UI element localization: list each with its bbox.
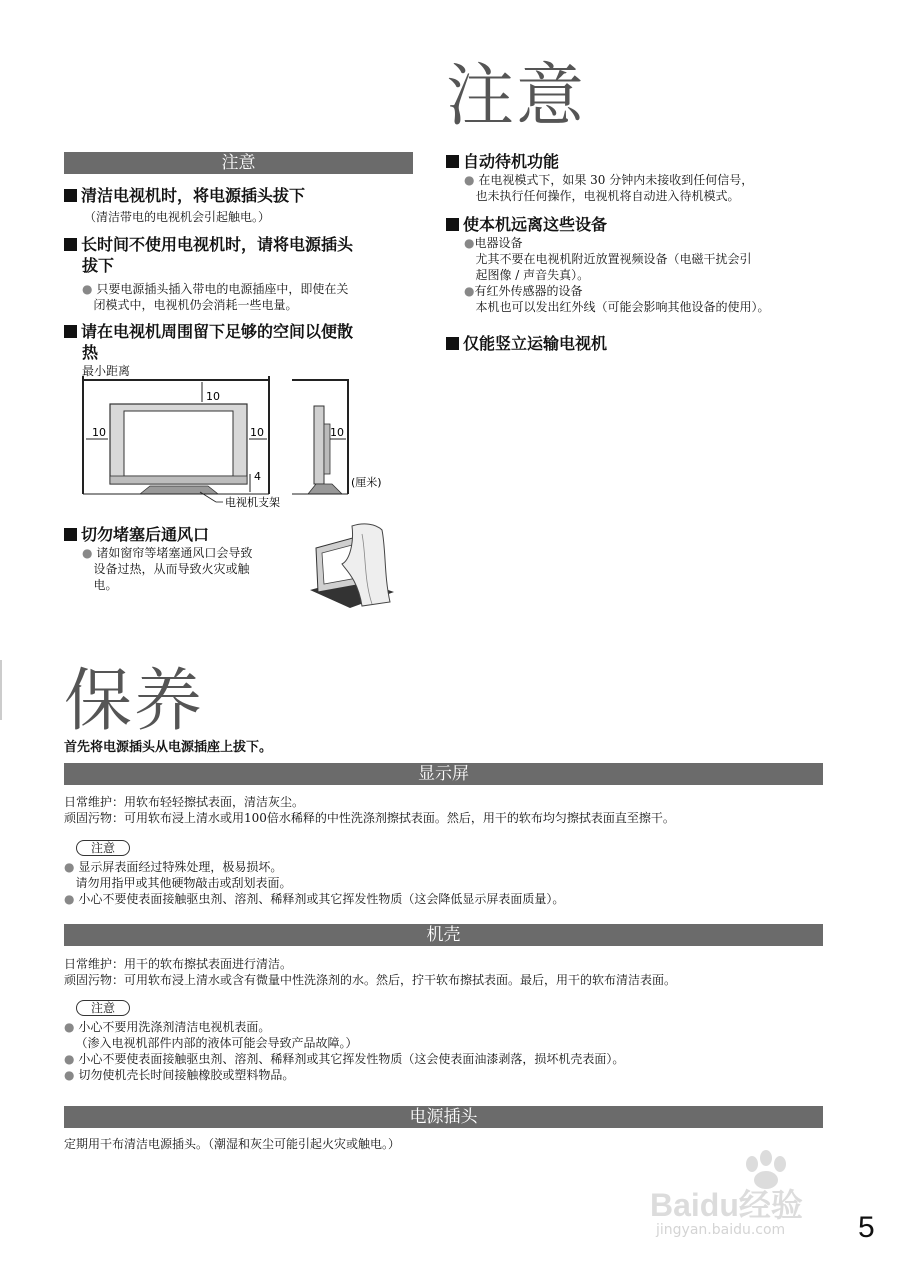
heading-continuation: 热 bbox=[82, 343, 99, 362]
bullet-dot-icon: ● bbox=[82, 282, 93, 296]
care-intro: 首先将电源插头从电源插座上拔下。 bbox=[64, 740, 273, 755]
cabinet-notes: ● 小心不要用洗涤剂清洁电视机表面。 （渗入电视机部件内部的液体可能会导致产品故障。） ● 小心不要使表面接触驱虫剂、溶剂、稀释剂或其它挥发性物质（这会使表面油漆剥落，损坏机壳表面）。 ● 切勿使机壳长时间接触橡胶或塑料物品。 bbox=[64, 1020, 625, 1082]
bullet-dot-icon: ● bbox=[82, 546, 93, 560]
bullet-dot-icon: ● bbox=[464, 173, 475, 187]
unit-label: (厘米) bbox=[351, 476, 382, 489]
section-bar-screen: 显示屏 bbox=[64, 763, 823, 785]
caution-item-auto-standby bbox=[446, 152, 559, 172]
curtain-blocking-vent-illustration bbox=[302, 520, 397, 610]
caution-item-transport-upright bbox=[446, 334, 607, 354]
clearance-right: 10 bbox=[250, 426, 264, 439]
care-title: 保养 bbox=[64, 662, 205, 741]
bullet-text: ● 只要电源插头插入带电的电源插座中，即使在关 闭模式中，电视机仍会消耗一些电量。 bbox=[82, 282, 349, 312]
square-bullet-icon bbox=[64, 189, 77, 202]
square-bullet-icon bbox=[64, 528, 77, 541]
left-edge-mark bbox=[0, 660, 2, 720]
plug-care-text: 定期用干布清洁电源插头。（潮湿和灰尘可能引起火灾或触电。） bbox=[64, 1137, 401, 1151]
bullet-text: ● 诸如窗帘等堵塞通风口会导致 设备过热，从而导致火灾或触 电。 bbox=[82, 546, 253, 592]
section-bar-cabinet: 机壳 bbox=[64, 924, 823, 946]
section-bar-caution: 注意 bbox=[64, 152, 413, 174]
caution-note: （清洁带电的电视机会引起触电。） bbox=[84, 210, 271, 224]
square-bullet-icon bbox=[64, 325, 77, 338]
heading-continuation: 拔下 bbox=[82, 256, 115, 275]
cabinet-note-label: 注意 bbox=[76, 1000, 130, 1016]
heading-text: 切勿堵塞后通风口 bbox=[81, 525, 210, 544]
bullet-dot-icon: ● bbox=[64, 1020, 75, 1034]
heading-text: 仅能竖立运输电视机 bbox=[463, 334, 608, 353]
baidu-watermark bbox=[650, 1150, 860, 1245]
watermark-url: jingyan.baidu.com bbox=[656, 1222, 786, 1238]
bullet-text: ● 在电视模式下，如果 30 分钟内未接收到任何信号， 也未执行任何操作，电视机将自动进入待机模式。 bbox=[464, 173, 754, 203]
clearance-diagram bbox=[80, 376, 400, 511]
clearance-side: 10 bbox=[330, 426, 344, 439]
caution-item-vents bbox=[64, 525, 209, 545]
page-number: 5 bbox=[858, 1211, 875, 1244]
page-title: 注意 bbox=[446, 57, 587, 136]
square-bullet-icon bbox=[64, 238, 77, 251]
section-bar-plug: 电源插头 bbox=[64, 1106, 823, 1128]
diagram-min-distance-label: 最小距离 bbox=[82, 364, 131, 378]
watermark-brand: Baidu经验 bbox=[650, 1187, 803, 1223]
heading-text: 长时间不使用电视机时，请将电源插头 bbox=[81, 235, 354, 254]
bullet-dot-icon: ● bbox=[464, 236, 475, 250]
bullet-dot-icon: ● bbox=[64, 1052, 75, 1066]
cabinet-care-text: 日常维护：用干的软布擦拭表面进行清洁。 顽固污物：可用软布浸上清水或含有微量中性洗涤剂的水。然后，拧干软布擦拭表面。最后，用干的软布清洁表面。 bbox=[64, 957, 677, 987]
stand-label: 电视机支架 bbox=[225, 496, 280, 509]
square-bullet-icon bbox=[446, 337, 459, 350]
heading-text: 请在电视机周围留下足够的空间以便散 bbox=[81, 322, 354, 341]
heading-text: 使本机远离这些设备 bbox=[463, 215, 608, 234]
clearance-left: 10 bbox=[92, 426, 106, 439]
square-bullet-icon bbox=[446, 218, 459, 231]
caution-item-keep-away bbox=[446, 215, 607, 235]
clearance-top: 10 bbox=[206, 390, 220, 403]
heading-text: 清洁电视机时，将电源插头拔下 bbox=[81, 186, 306, 205]
bullet-dot-icon: ● bbox=[464, 284, 475, 298]
screen-notes: ● 显示屏表面经过特殊处理，极易损坏。 请勿用指甲或其他硬物敲击或刮划表面。 ● 小心不要使表面接触驱虫剂、溶剂、稀释剂或其它挥发性物质（这会降低显示屏表面质量）。 bbox=[64, 860, 565, 906]
bullet-dot-icon: ● bbox=[64, 892, 75, 906]
screen-note-label: 注意 bbox=[76, 840, 130, 856]
bullet-text: ●电器设备 尤其不要在电视机附近放置视频设备（电磁干扰会引 起图像 / 声音失真）。 ●有红外传感器的设备 本机也可以发出红外线（可能会影响其他设备的使用）。 bbox=[464, 236, 770, 314]
bullet-dot-icon: ● bbox=[64, 1068, 75, 1082]
caution-item-long-unused bbox=[64, 235, 424, 255]
square-bullet-icon bbox=[446, 155, 459, 168]
clearance-bottom: 4 bbox=[254, 470, 261, 483]
caution-item-unplug-cleaning bbox=[64, 186, 424, 206]
screen-care-text: 日常维护：用软布轻轻擦拭表面，清洁灰尘。 顽固污物：可用软布浸上清水或用100倍水稀释的中性洗涤剂擦拭表面。然后，用干的软布均匀擦拭表面直至擦干。 bbox=[64, 795, 675, 825]
bullet-dot-icon: ● bbox=[64, 860, 75, 874]
heading-text: 自动待机功能 bbox=[463, 152, 560, 171]
caution-item-ventilation-space bbox=[64, 322, 424, 342]
